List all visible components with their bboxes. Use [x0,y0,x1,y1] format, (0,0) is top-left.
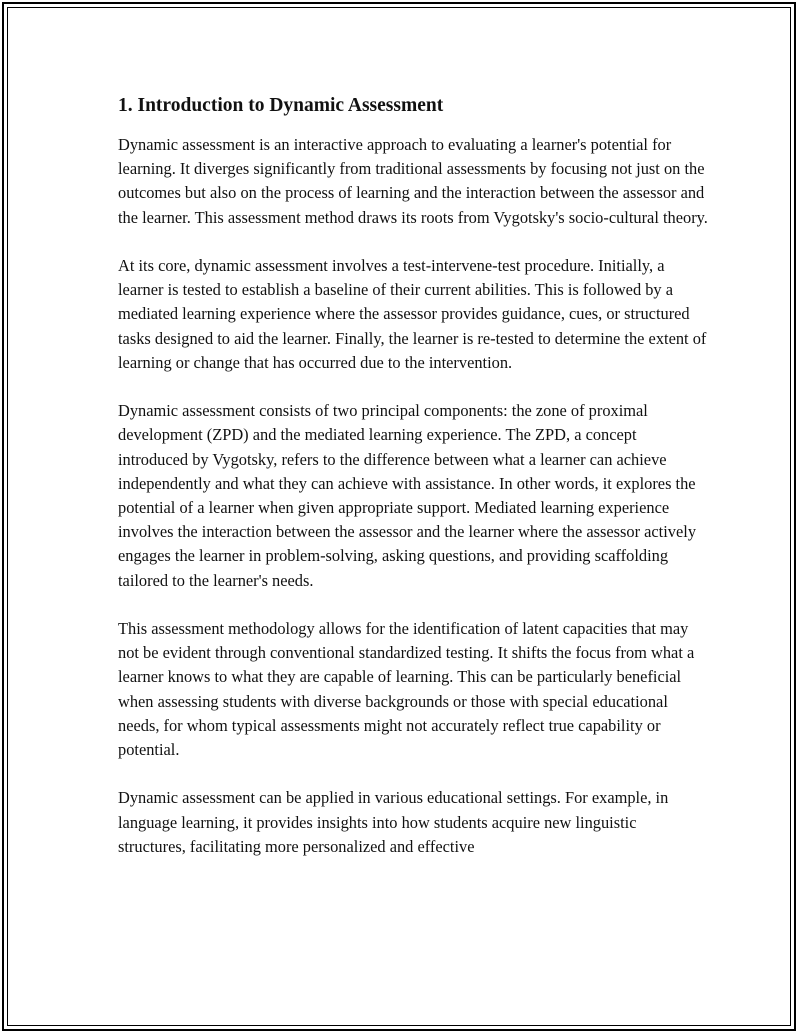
paragraph-4: This assessment methodology allows for the identification of latent capacities that may not be evident through conventional standardized testing. It shifts the focus from what a learner knows to what they are capable of learning. This can be particularly beneficial when assessing students with diverse backgrounds or those with special educational needs, for whom typical assessments might not accurately reflect true capability or potential. [118,619,695,760]
paragraph-5: Dynamic assessment can be applied in various educational settings. For example, in language learning, it provides insights into how students acquire new linguistic structures, facilitating more personalized and effective [118,788,669,856]
paragraph-2: At its core, dynamic assessment involves a test-intervene-test procedure. Initially, a learner is tested to establish a baseline of their current abilities. This is followed by a mediated learning experience where the assessor provides guidance, cues, or structured tasks designed to aid the learner. Finally, the learner is re-tested to determine the extent of learning or change that has occurred due to the intervention. [118,256,707,372]
paragraph-3: Dynamic assessment consists of two principal components: the zone of proximal development (ZPD) and the mediated learning experience. The ZPD, a concept introduced by Vygotsky, refers to the difference between what a learner can achieve independently and what they can achieve with assistance. In other words, it explores the potential of a learner when given appropriate support. Mediated learning experience involves the interaction between the assessor and the learner where the assessor actively engages the learner in problem-solving, asking questions, and providing scaffolding tailored to the learner's needs. [118,401,697,590]
document-body [118,92,708,883]
section-heading: 1. Introduction to Dynamic Assessment [118,95,444,116]
paragraph-1: Dynamic assessment is an interactive approach to evaluating a learner's potential for learning. It diverges significantly from traditional assessments by focusing not just on the outcomes but also on the process of learning and the interaction between the assessor and the learner. This assessment method draws its roots from Vygotsky's socio-cultural theory. [118,135,708,227]
